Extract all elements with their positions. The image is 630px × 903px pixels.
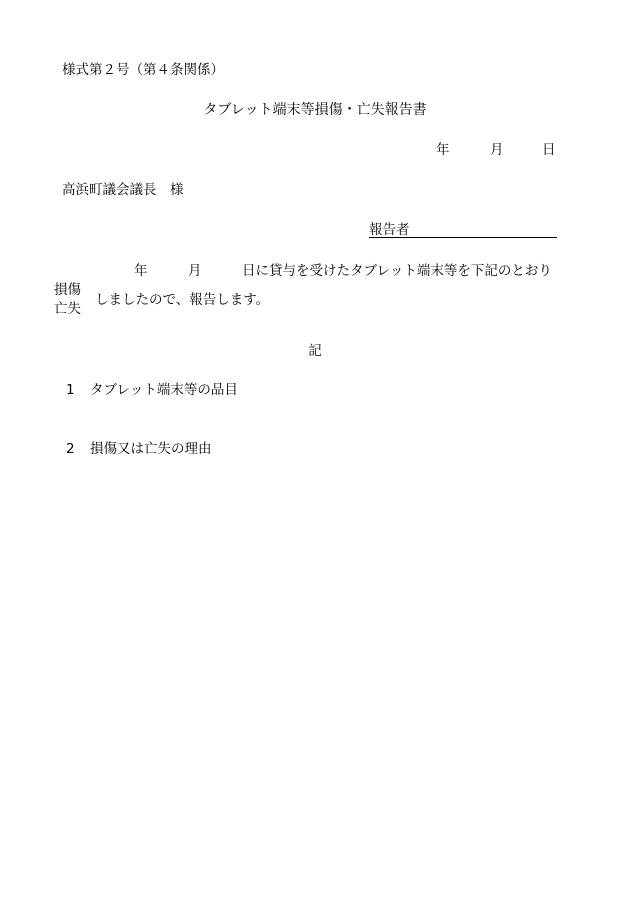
date-year-label: 年 (436, 142, 450, 158)
body-line-1: 日に貸与を受けたタブレット端末等を下記のとおり (242, 263, 552, 279)
item-2-number: 2 (66, 441, 75, 457)
date-fields (436, 141, 566, 159)
reporter-signature-line (369, 237, 557, 238)
form-number: 様式第２号（第４条関係） (62, 62, 224, 78)
item-2-label: 損傷又は亡失の理由 (90, 441, 212, 457)
reporter-label: 報告者 (369, 222, 410, 238)
choice-damage: 損傷 (54, 282, 81, 298)
loan-month-label: 月 (188, 263, 202, 279)
document-title: タブレット端末等損傷・亡失報告書 (203, 102, 427, 118)
item-2 (66, 440, 212, 458)
addressee: 高浜町議会議長 様 (62, 182, 184, 198)
item-1-label: タブレット端末等の品目 (90, 382, 238, 398)
item-1-number: 1 (66, 382, 75, 398)
body-line-2: しましたので、報告します。 (95, 292, 270, 308)
loan-year-label: 年 (134, 263, 148, 279)
date-month-label: 月 (490, 142, 504, 158)
date-day-label: 日 (542, 142, 556, 158)
choice-loss: 亡失 (54, 301, 81, 317)
damage-loss-choice (54, 281, 88, 319)
ki-heading: 記 (308, 343, 322, 359)
item-1 (66, 381, 238, 399)
